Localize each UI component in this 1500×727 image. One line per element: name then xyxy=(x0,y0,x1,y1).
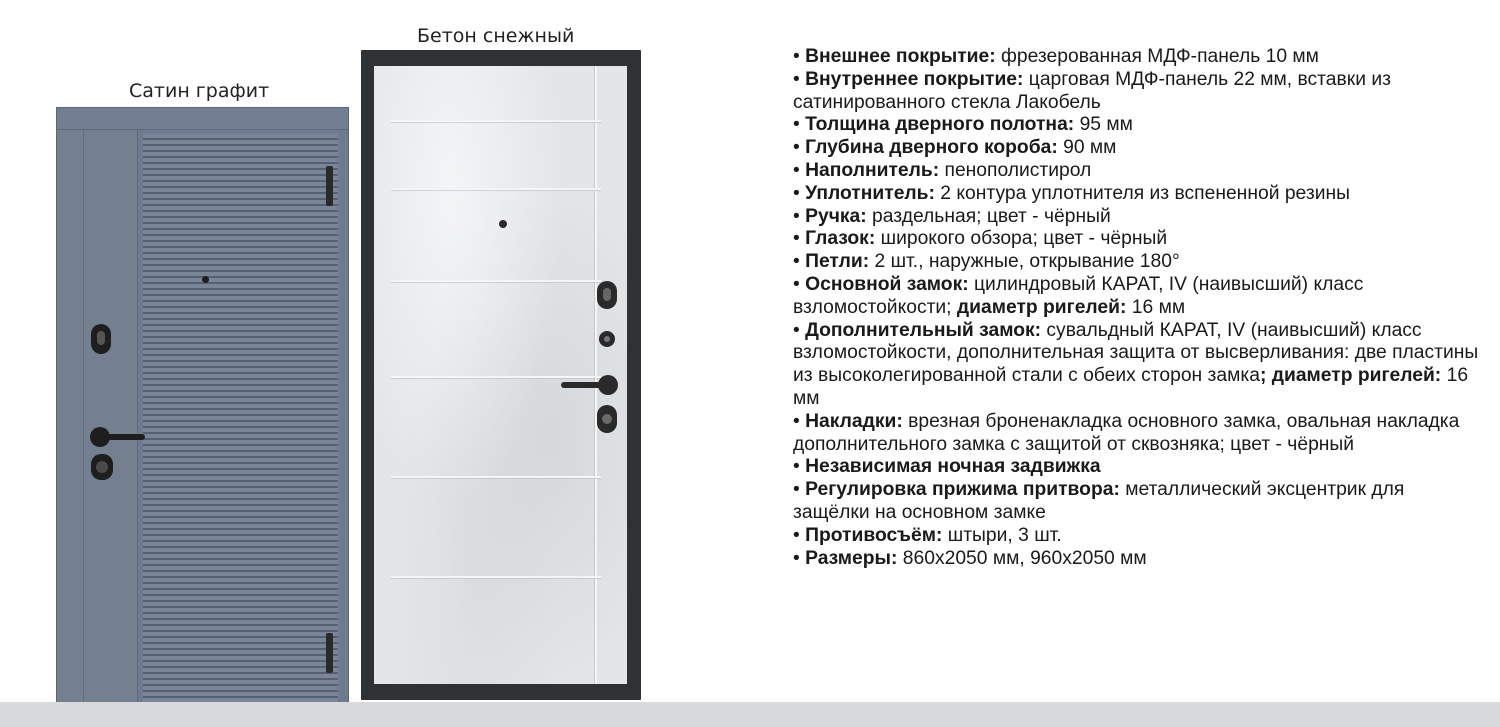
door-slat-panel xyxy=(143,134,338,713)
spec-item: • Внешнее покрытие: фрезерованная МДФ-панель 10 мм xyxy=(793,46,1319,67)
spec-item: • Регулировка прижима притвора: металлический эксцентрик для защёлки на основном замке xyxy=(793,479,1405,523)
hinge-icon xyxy=(326,633,333,673)
lock-cylinder-icon xyxy=(90,453,114,481)
door-handle-icon xyxy=(89,426,145,448)
lock-cylinder-icon xyxy=(596,404,618,434)
door-image-satin-graphite xyxy=(56,107,349,718)
spec-item: • Накладки: врезная броненакладка основного замка, овальная накладка дополнительного замка с защитой от сквозняка; цвет - чёрный xyxy=(793,410,1460,455)
caption-satin-graphite: Сатин графит xyxy=(129,80,270,102)
door-glass-insert xyxy=(391,476,601,478)
spec-item: • Глазок: широкого обзора; цвет - чёрный xyxy=(793,228,1168,250)
spec-item: • Противосъём: штыри, 3 шт. xyxy=(793,524,1062,546)
spec-item: • Наполнитель: пенополистирол xyxy=(793,159,1092,181)
lock-button-icon xyxy=(598,330,616,348)
peephole-icon xyxy=(499,220,507,228)
spec-item: • Основной замок: цилиндровый КАРАТ, IV (наивысший) класс взломостойкости; диаметр ригелей: 16 мм xyxy=(793,273,1364,318)
spec-item: • Ручка: раздельная; цвет - чёрный xyxy=(793,205,1111,227)
door-glass-insert xyxy=(391,280,601,282)
lock-cylinder-icon xyxy=(90,323,112,355)
spec-item: • Уплотнитель: 2 контура уплотнителя из вспененной резины xyxy=(793,182,1350,204)
door-glass-insert xyxy=(391,120,601,122)
spec-item: • Внутреннее покрытие: царговая МДФ-панель 22 мм, вставки из сатинированного стекла Лакобель xyxy=(793,68,1391,113)
door-image-snow-concrete xyxy=(361,50,641,700)
spec-item: • Размеры: 860х2050 мм, 960х2050 мм xyxy=(793,547,1147,569)
door-glass-insert xyxy=(391,188,601,190)
spec-item: • Глубина дверного короба: 90 мм xyxy=(793,137,1117,159)
spec-item: • Дополнительный замок: сувальдный КАРАТ, IV (наивысший) класс взломостойкости, дополнительная защита от высверливания: две пластины из высоколегированной стали с обеих сторон замка; диаметр ригелей: 16 мм xyxy=(793,319,1479,409)
door-top-strip xyxy=(57,108,348,130)
spec-list xyxy=(793,46,1483,570)
door-inner-panel xyxy=(374,66,627,684)
spec-item: • Независимая ночная задвижка xyxy=(793,456,1101,478)
lock-cylinder-icon xyxy=(596,280,618,310)
spec-item: • Петли: 2 шт., наружные, открывание 180° xyxy=(793,251,1180,273)
footer-band xyxy=(0,702,1500,727)
caption-snow-concrete: Бетон снежный xyxy=(417,25,575,47)
door-handle-icon xyxy=(561,374,619,396)
door-left-strip xyxy=(57,130,138,717)
spec-item: • Толщина дверного полотна: 95 мм xyxy=(793,114,1133,136)
peephole-icon xyxy=(202,276,209,283)
hinge-icon xyxy=(326,166,333,206)
door-glass-insert xyxy=(391,576,601,578)
